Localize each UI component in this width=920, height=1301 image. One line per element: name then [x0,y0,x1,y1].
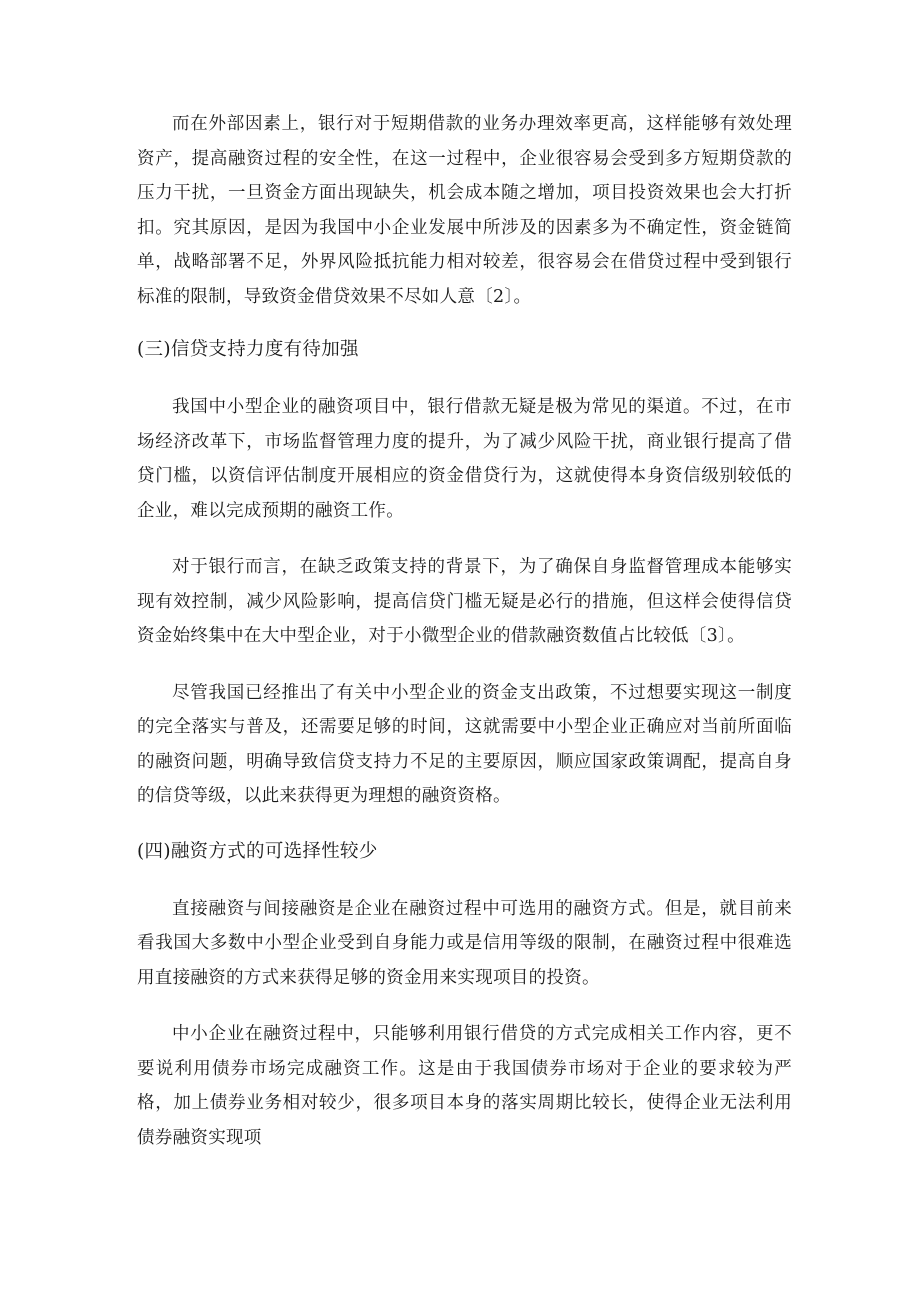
section-heading: (三)信贷支持力度有待加强 [137,339,359,360]
paragraph: 我国中小型企业的融资项目中，银行借款无疑是极为常见的渠道。不过，在市场经济改革下，市场监督管理力度的提升，为了减少风险干扰，商业银行提高了借贷门槛，以资信评估制度开展相应的资金借贷行为，这就使得本身资信级别较低的企业，难以完成预期的融资工作。 [137,397,792,521]
section-heading: (四)融资方式的可选择性较少 [137,840,378,862]
paragraph: 对于银行而言，在缺乏政策支持的背景下，为了确保自身监督管理成本能够实现有效控制，减少风险影响，提高信贷门槛无疑是必行的措施，但这样会使得信贷资金始终集中在大中型企业，对于小微型企业的借款融资数值占比较低〔3〕。 [137,557,792,646]
paragraph: 直接融资与间接融资是企业在融资过程中可选用的融资方式。但是，就目前来看我国大多数中小型企业受到自身能力或是信用等级的限制，在融资过程中很难选用直接融资的方式来获得足够的资金用来实现项目的投资。 [137,898,792,988]
document-page [137,107,792,1177]
paragraph: 尽管我国已经推出了有关中小型企业的资金支出政策，不过想要实现这一制度的完全落实与普及，还需要足够的时间，这就需要中小型企业正确应对当前所面临的融资问题，明确导致信贷支持力不足的主要原因，顺应国家政策调配，提高自身的信贷等级，以此来获得更为理想的融资资格。 [137,682,792,806]
paragraph: 而在外部因素上，银行对于短期借款的业务办理效率更高，这样能够有效处理资产，提高融资过程的安全性，在这一过程中，企业很容易会受到多方短期贷款的压力干扰，一旦资金方面出现缺失，机会成本随之增加，项目投资效果也会大打折扣。究其原因，是因为我国中小企业发展中所涉及的因素多为不确定性，资金链简单，战略部署不足，外界风险抵抗能力相对较差，很容易会在借贷过程中受到银行标准的限制，导致资金借贷效果不尽如人意〔2〕。 [137,114,792,307]
paragraph: 中小企业在融资过程中，只能够利用银行借贷的方式完成相关工作内容，更不要说利用债券市场完成融资工作。这是由于我国债券市场对于企业的要求较为严格，加上债券业务相对较少，很多项目本身的落实周期比较长，使得企业无法利用债券融资实现项 [137,1024,792,1148]
